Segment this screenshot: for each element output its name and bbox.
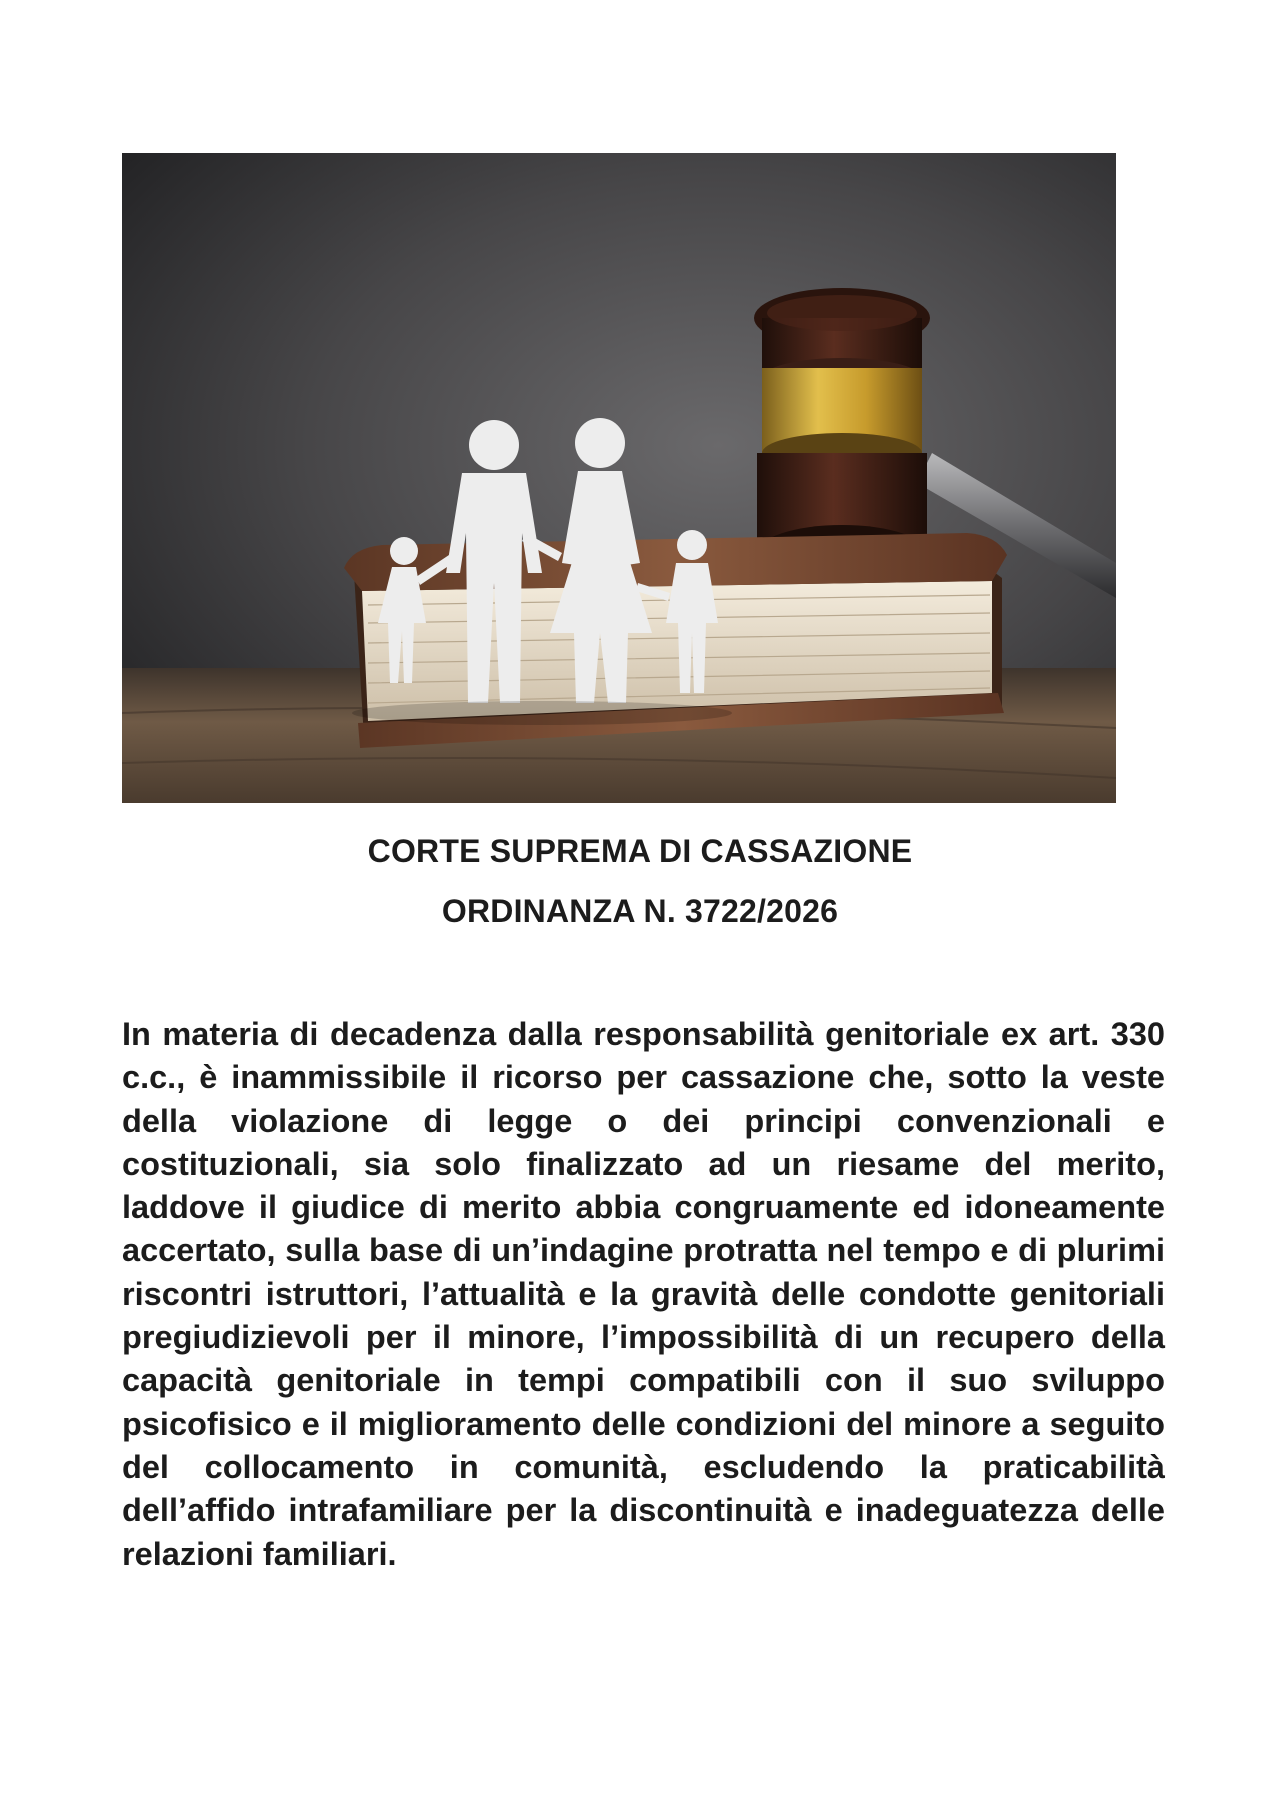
order-number: ORDINANZA N. 3722/2026 [441, 893, 839, 929]
court-name: CORTE SUPREMA DI CASSAZIONE [367, 833, 913, 869]
ruling-summary: In materia di decadenza dalla responsabilità genitoriale ex art. 330 c.c., è inammissibile il ricorso per cassazione che, sotto la veste della violazione di legge o dei principi convenzionali e costituzionali, sia solo finalizzato ad un riesame del merito, laddove il giudice di merito abbia congruamente ed idoneamente accertato, sulla base di un’indagine protratta nel tempo e di plurimi riscontri istruttori, l’attualità e la gravità delle condotte genitoriali pregiudizievoli per il minore, l’impossibilità di un recupero della capacità genitoriale in tempi compatibili con il suo sviluppo psicofisico e il miglioramento delle condizioni del minore a seguito del collocamento in comunità, escludendo la praticabilità dell’affido intrafamiliare per la discontinuità e inadeguatezza delle relazioni familiari. [122, 1016, 1165, 1572]
cover-photo [122, 153, 1116, 803]
family-gavel-book-illustration [122, 153, 1116, 803]
